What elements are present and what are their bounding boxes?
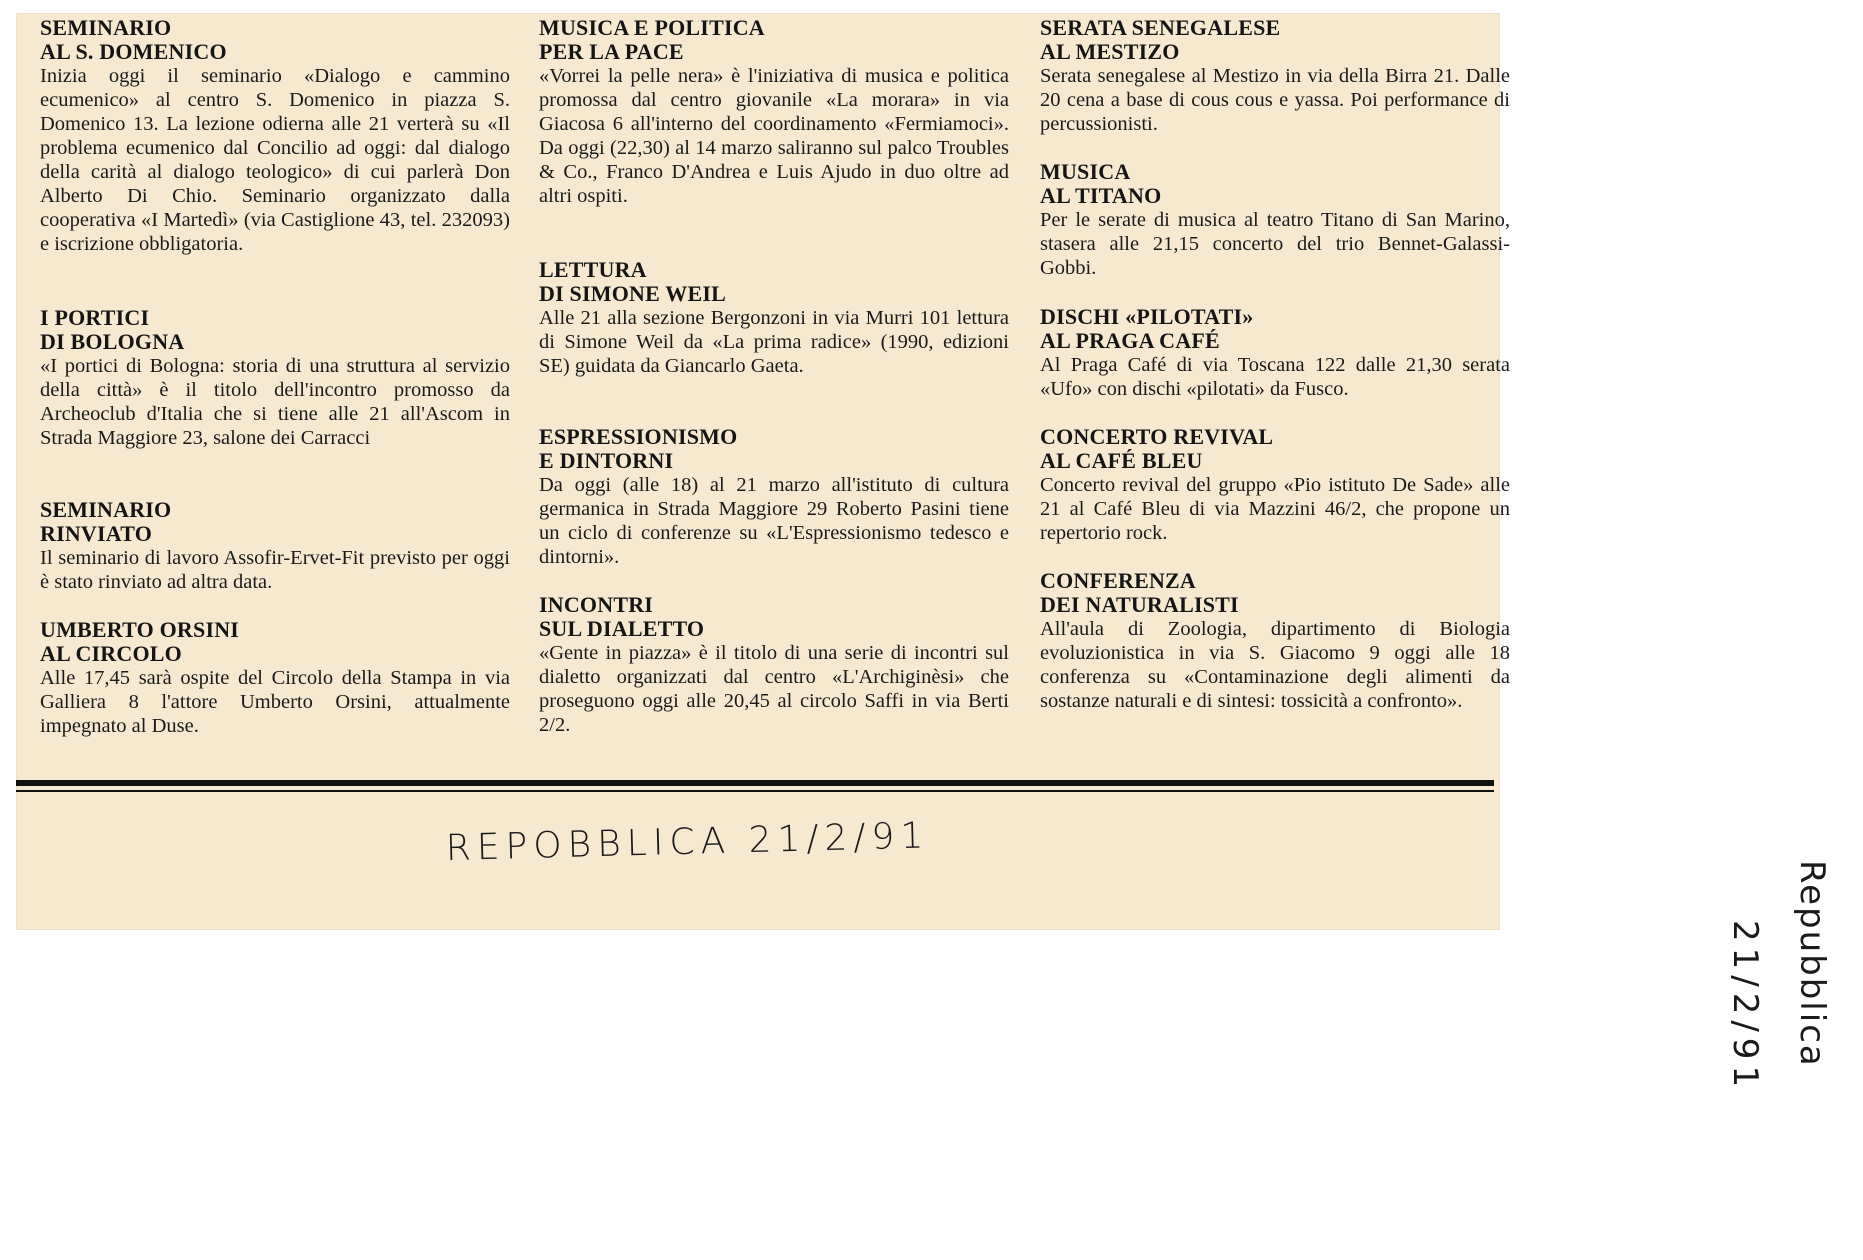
- headline-line-1: I PORTICI: [40, 305, 150, 330]
- headline-line-2: PER LA PACE: [539, 39, 684, 64]
- headline-line-1: CONCERTO REVIVAL: [1040, 424, 1274, 449]
- headline-line-1: INCONTRI: [539, 592, 654, 617]
- article-body: Da oggi (alle 18) al 21 marzo all'istituto di cultura germanica in Strada Maggiore 29 Roberto Pasini tiene un ciclo di conferenze su «L'Espressionismo tedesco e dintorni».: [539, 474, 1009, 568]
- article-body: Alle 17,45 sarà ospite del Circolo della Stampa in via Galliera 8 l'attore Umberto Orsini, attualmente impegnato al Duse.: [40, 667, 510, 737]
- headline-line-1: SEMINARIO: [40, 497, 172, 522]
- headline-line-1: MUSICA: [1040, 159, 1131, 184]
- headline-line-2: SUL DIALETTO: [539, 616, 705, 641]
- article-umberto-orsini: [40, 618, 510, 738]
- article-body: Serata senegalese al Mestizo in via della Birra 21. Dalle 20 cena a base di cous cous e yassa. Poi performance di percussionisti.: [1040, 65, 1510, 135]
- headline-line-1: SEMINARIO: [40, 15, 172, 40]
- divider-thick: [16, 780, 1494, 786]
- headline-line-1: LETTURA: [539, 257, 647, 282]
- article-body: «Gente in piazza» è il titolo di una serie di incontri sul dialetto organizzati dal centro «L'Archiginèsi» che proseguono oggi alle 20,45 al circolo Saffi in via Berti 2/2.: [539, 642, 1009, 736]
- headline-line-2: AL CIRCOLO: [40, 641, 182, 666]
- headline-line-2: RINVIATO: [40, 521, 153, 546]
- headline-line-1: CONFERENZA: [1040, 568, 1197, 593]
- headline-line-1: MUSICA E POLITICA: [539, 15, 765, 40]
- article-musica-politica: [539, 16, 1009, 208]
- article-musica-titano: [1040, 160, 1510, 280]
- article-body: «I portici di Bologna: storia di una struttura al servizio della città» è il titolo dell'incontro promosso da Archeoclub d'Italia che si tiene alle 21 all'Ascom in Strada Maggiore 23, salone dei Carracci: [40, 355, 510, 449]
- headline-line-2: E DINTORNI: [539, 448, 674, 473]
- headline-line-2: DEI NATURALISTI: [1040, 592, 1239, 617]
- article-body: All'aula di Zoologia, dipartimento di Biologia evoluzionistica in via S. Giacomo 9 oggi alle 18 conferenza su «Contaminazione degli alimenti da sostanze naturali e di sintesi: tossicità a confronto».: [1040, 618, 1510, 712]
- article-body: «Vorrei la pelle nera» è l'iniziativa di musica e politica promossa dal centro giovanile «La morara» in via Giacosa 6 all'interno del coordinamento «Fermiamoci». Da oggi (22,30) al 14 marzo saliranno sul palco Troubles & Co., Franco D'Andrea e Luis Ajudo in duo oltre ad altri ospiti.: [539, 65, 1009, 207]
- headline-line-2: AL S. DOMENICO: [40, 39, 227, 64]
- article-espressionismo: [539, 425, 1009, 569]
- divider-thin: [16, 790, 1494, 792]
- article-incontri-dialetto: [539, 593, 1009, 737]
- handwritten-side-source: Repubblica: [1792, 860, 1832, 1068]
- headline-line-1: ESPRESSIONISMO: [539, 424, 738, 449]
- article-seminario-s-domenico: [40, 16, 510, 256]
- article-body: Alle 21 alla sezione Bergonzoni in via Murri 101 lettura di Simone Weil da «La prima radice» (1990, edizioni SE) guidata da Giancarlo Gaeta.: [539, 307, 1009, 377]
- article-body: Per le serate di musica al teatro Titano di San Marino, stasera alle 21,15 concerto del trio Bennet-Galassi-Gobbi.: [1040, 209, 1510, 279]
- article-portici-bologna: [40, 306, 510, 450]
- article-lettura-weil: [539, 258, 1009, 378]
- article-serata-senegalese: [1040, 16, 1510, 136]
- article-conferenza-naturalisti: [1040, 569, 1510, 713]
- article-body: Il seminario di lavoro Assofir-Ervet-Fit previsto per oggi è stato rinviato ad altra data.: [40, 547, 510, 593]
- headline-line-1: UMBERTO ORSINI: [40, 617, 240, 642]
- article-body: Al Praga Café di via Toscana 122 dalle 21,30 serata «Ufo» con dischi «pilotati» da Fusco.: [1040, 354, 1510, 400]
- headline-line-1: SERATA SENEGALESE: [1040, 15, 1281, 40]
- article-body: Concerto revival del gruppo «Pio istituto De Sade» alle 21 al Café Bleu di via Mazzini 46/2, che propone un repertorio rock.: [1040, 474, 1510, 544]
- article-dischi-pilotati: [1040, 305, 1510, 401]
- newspaper-clipping: [16, 13, 1510, 930]
- article-seminario-rinviato: [40, 498, 510, 594]
- handwritten-side-date: 21/2/91: [1725, 920, 1765, 1094]
- headline-line-2: AL PRAGA CAFÉ: [1040, 328, 1220, 353]
- headline-line-2: AL MESTIZO: [1040, 39, 1180, 64]
- headline-line-1: DISCHI «PILOTATI»: [1040, 304, 1254, 329]
- article-body: Inizia oggi il seminario «Dialogo e cammino ecumenico» al centro S. Domenico in piazza S. Domenico 13. La lezione odierna alle 21 verterà su «Il problema ecumenico dal Concilio ad oggi: dal dialogo della carità al dialogo teologico» di cui parlerà Don Alberto Di Chio. Seminario organizzato dalla cooperativa «I Martedì» (via Castiglione 43, tel. 232093) e iscrizione obbligatoria.: [40, 65, 510, 255]
- headline-line-2: DI SIMONE WEIL: [539, 281, 726, 306]
- headline-line-2: DI BOLOGNA: [40, 329, 185, 354]
- article-concerto-revival: [1040, 425, 1510, 545]
- headline-line-2: AL CAFÉ BLEU: [1040, 448, 1203, 473]
- handwritten-source-note: REPOBBLICA 21/2/91: [445, 815, 930, 870]
- headline-line-2: AL TITANO: [1040, 183, 1162, 208]
